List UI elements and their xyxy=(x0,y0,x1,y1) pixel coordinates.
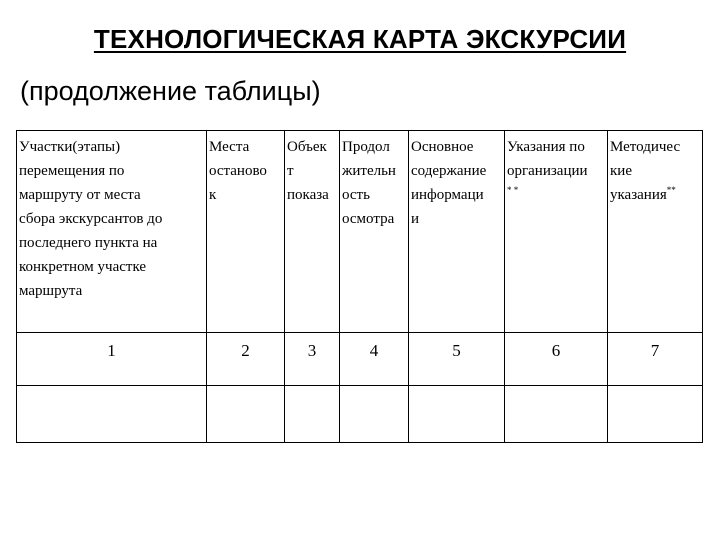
table-row xyxy=(17,386,703,443)
tech-map-table xyxy=(16,130,703,443)
table-header-row xyxy=(17,131,703,333)
header-text: жительн xyxy=(342,163,396,179)
header-text: Указания по xyxy=(507,139,585,155)
column-number: 5 xyxy=(409,333,505,386)
footnote-mark: ** xyxy=(666,185,676,195)
column-number: 6 xyxy=(505,333,608,386)
header-text: осмотра xyxy=(342,211,395,227)
table-cell[interactable] xyxy=(17,386,207,443)
table-cell[interactable] xyxy=(207,386,285,443)
header-text: Места xyxy=(209,139,250,155)
column-number: 4 xyxy=(340,333,409,386)
header-text: конкретном участке xyxy=(19,259,147,275)
header-cell-methodical xyxy=(608,131,703,333)
header-text: перемещения по xyxy=(19,163,125,179)
table-cell[interactable] xyxy=(285,386,340,443)
header-text: к xyxy=(209,187,217,203)
header-cell-duration xyxy=(340,131,409,333)
header-text: и xyxy=(411,211,420,227)
header-text: указания** xyxy=(610,185,676,203)
header-text: Методичес xyxy=(610,139,681,155)
header-text: Продол xyxy=(342,139,390,155)
header-text: маршрута xyxy=(19,283,83,299)
header-text: т xyxy=(287,163,294,179)
header-text: Основное xyxy=(411,139,474,155)
column-number: 1 xyxy=(17,333,207,386)
header-cell-objects xyxy=(285,131,340,333)
header-text: Участки(этапы) xyxy=(19,139,121,155)
header-text: последнего пункта на xyxy=(19,235,158,251)
table-cell[interactable] xyxy=(505,386,608,443)
header-text: информаци xyxy=(411,187,484,203)
header-text: ость xyxy=(342,187,370,203)
page-title: ТЕХНОЛОГИЧЕСКАЯ КАРТА ЭКСКУРСИИ xyxy=(93,24,627,54)
column-number: 7 xyxy=(608,333,703,386)
header-text: останово xyxy=(209,163,267,179)
header-cell-stages xyxy=(17,131,207,333)
header-text: Объек xyxy=(287,139,327,155)
table-cell[interactable] xyxy=(409,386,505,443)
footnote-mark: * * xyxy=(507,185,519,195)
header-text: кие xyxy=(610,163,632,179)
header-text: показа xyxy=(287,187,329,203)
column-number: 2 xyxy=(207,333,285,386)
header-text xyxy=(507,183,605,207)
header-cell-stops xyxy=(207,131,285,333)
table-cell[interactable] xyxy=(340,386,409,443)
header-text: содержание xyxy=(411,163,487,179)
header-text: организации xyxy=(507,163,588,179)
header-text: сбора экскурсантов до xyxy=(19,211,163,227)
header-cell-content xyxy=(409,131,505,333)
table-row xyxy=(17,333,703,386)
header-cell-organization xyxy=(505,131,608,333)
column-number: 3 xyxy=(285,333,340,386)
table-cell[interactable] xyxy=(608,386,703,443)
page-subtitle: (продолжение таблицы) xyxy=(20,76,321,106)
header-text: маршруту от места xyxy=(19,187,141,203)
